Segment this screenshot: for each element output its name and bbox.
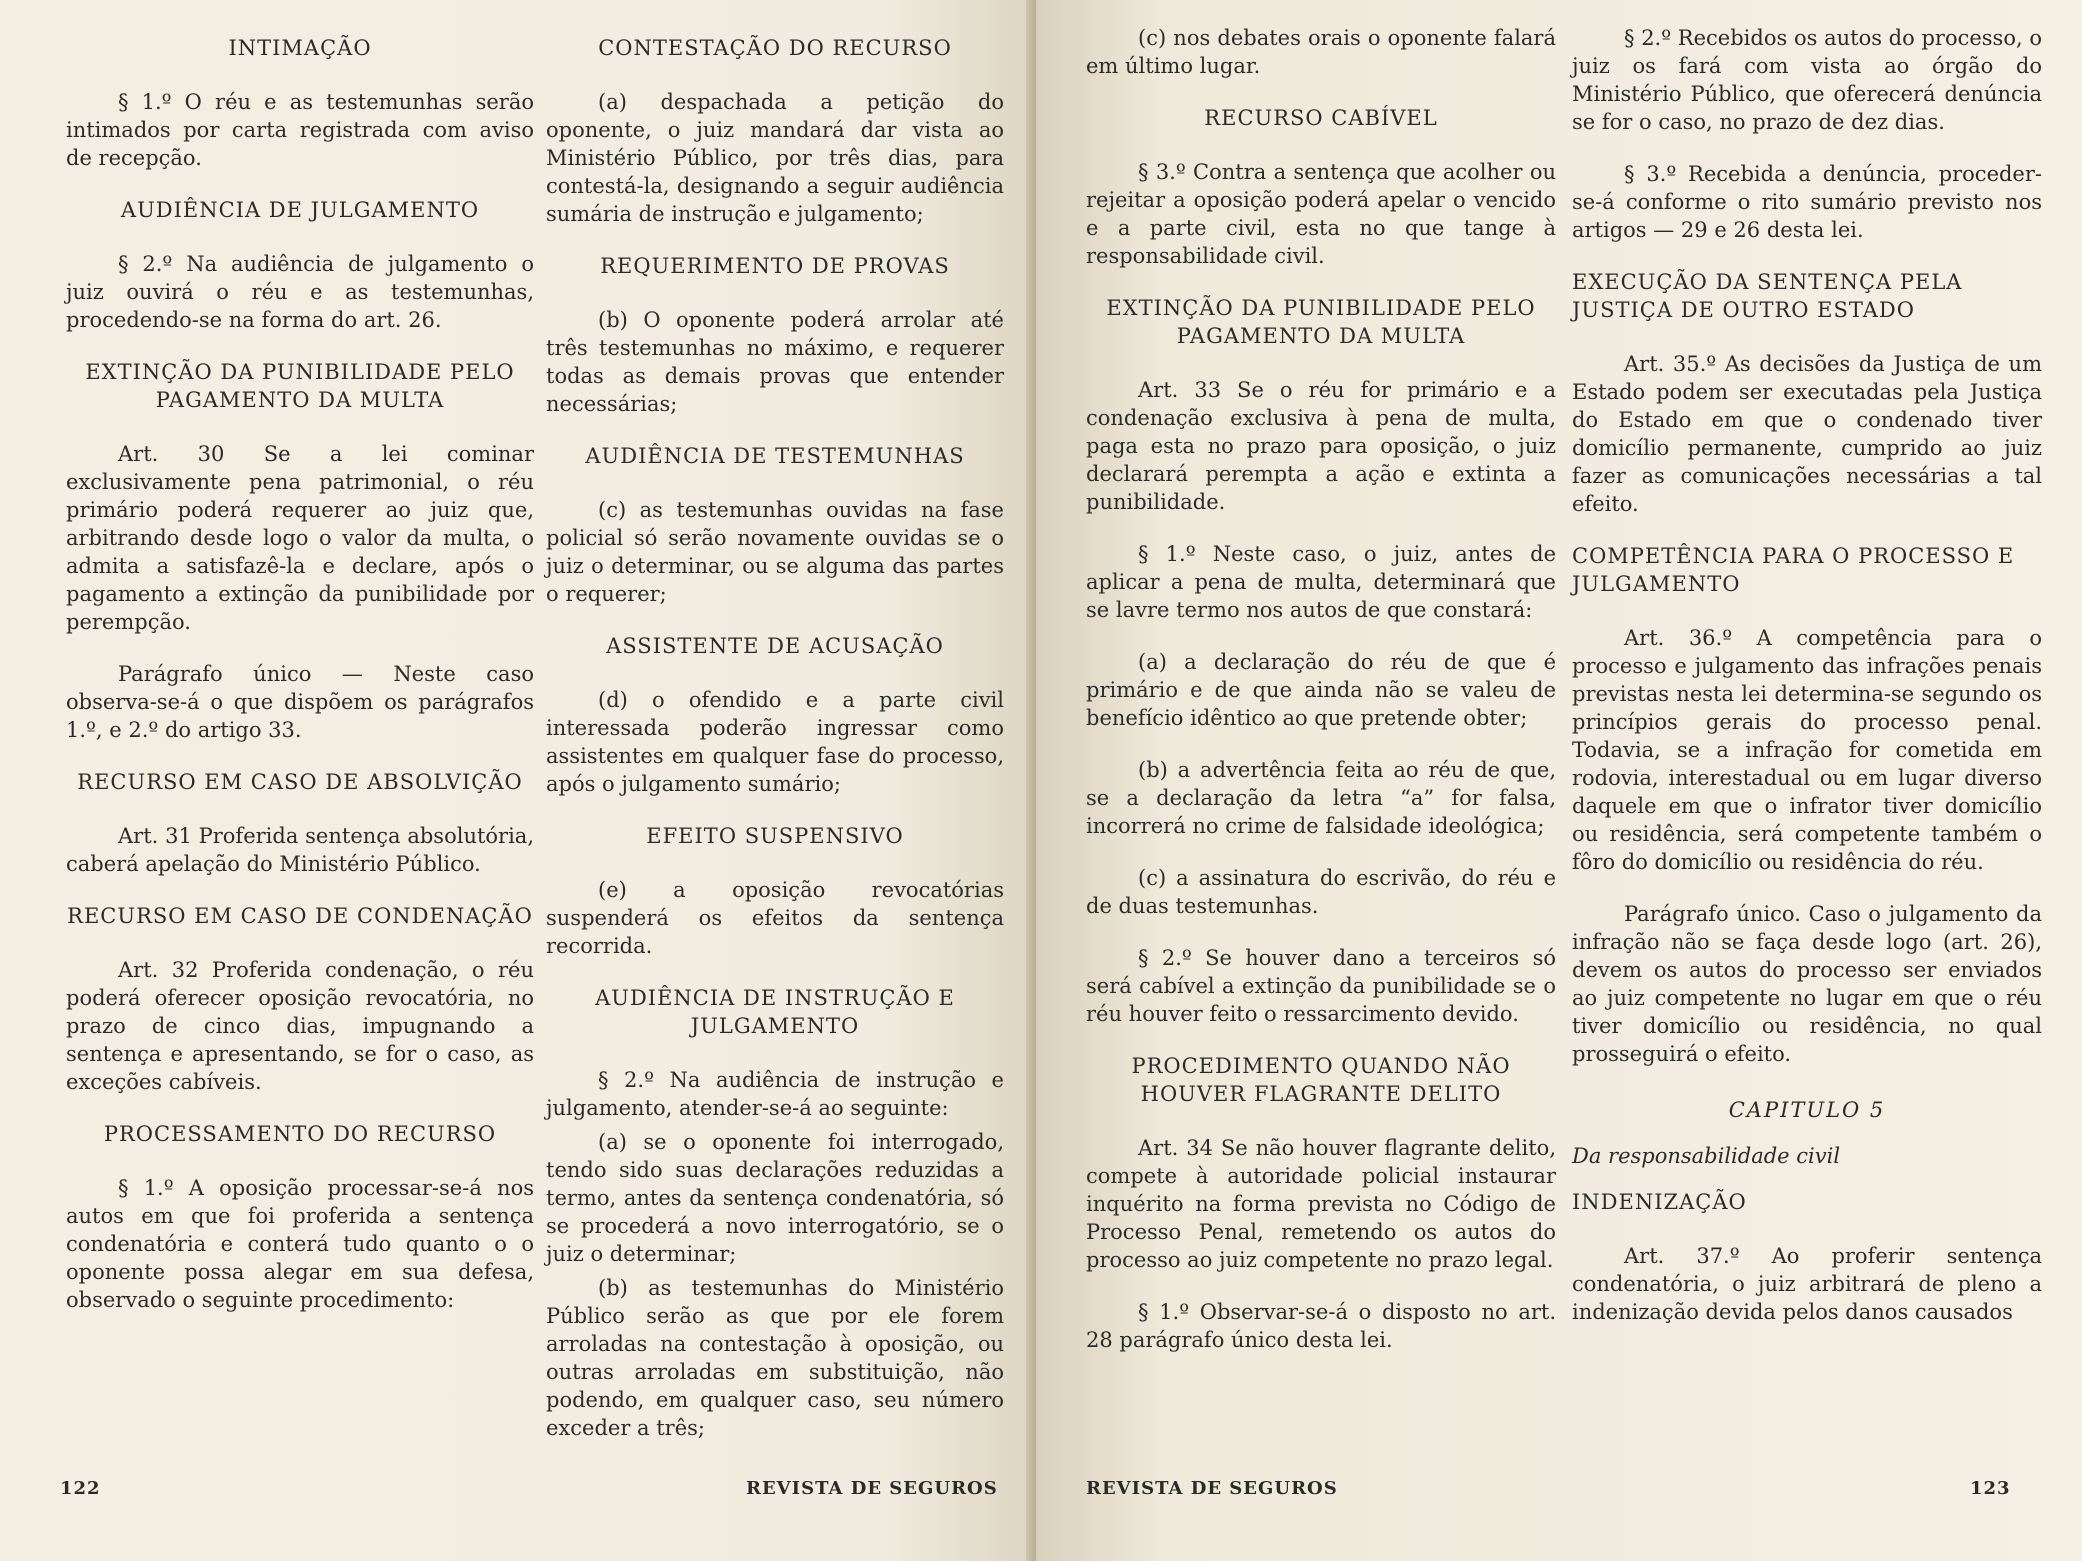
paragraph: Art. 33 Se o réu for primário e a condenação exclusiva à pena de multa, paga esta no prazo para oposição, o juiz declarará perempta a ação e extinta a punibilidade. — [1086, 378, 1556, 514]
paragraph: (e) a oposição revocatórias suspenderá os efeitos da sentença recorrida. — [546, 878, 1004, 958]
paragraph: (c) as testemunhas ouvidas na fase policial só serão novamente ouvidas se o juiz o determinar, ou se alguma das partes o requerer; — [546, 498, 1004, 606]
paragraph: (a) despachada a petição do oponente, o juiz mandará dar vista ao Ministério Público, por três dias, para contestá-la, designando a seguir audiência sumária de instrução e julgamento; — [546, 90, 1004, 226]
section-heading: INDENIZAÇÃO — [1572, 1190, 1747, 1214]
paragraph: Art. 37.º Ao proferir sentença condenatória, o juiz arbitrará de pleno a indenização devida pelos danos causados — [1572, 1244, 2042, 1324]
paragraph: Art. 30 Se a lei cominar exclusivamente pena patrimonial, o réu primário poderá requerer ao juiz que, arbitrando desde logo o valor da multa, o admita a satisfazê-la e declare, após o pagamento a extinção da punibilidade por perempção. — [66, 442, 534, 634]
paragraph: Art. 35.º As decisões da Justiça de um Estado podem ser executadas pela Justiça do Estado em que o condenado tiver domicílio permanente, cumprido ao juiz fazer as comunicações necessárias a tal efeito. — [1572, 352, 2042, 516]
paragraph: Parágrafo único — Neste caso observa-se-á o que dispõem os parágrafos 1.º, e 2.º do artigo 33. — [66, 662, 534, 742]
paragraph: (b) a advertência feita ao réu de que, se a declaração da letra “a” for falsa, incorrerá no crime de falsidade ideológica; — [1086, 758, 1556, 838]
paragraph: Art. 31 Proferida sentença absolutória, caberá apelação do Ministério Público. — [66, 824, 534, 876]
paragraph: § 1.º O réu e as testemunhas serão intimados por carta registrada com aviso de recepção. — [66, 90, 534, 170]
right-page — [1036, 0, 2082, 1561]
paragraph: (d) o ofendido e a parte civil interessada poderão ingressar como assistentes em qualquer fase do processo, após o julgamento sumário; — [546, 688, 1004, 796]
paragraph: § 2.º Na audiência de julgamento o juiz ouvirá o réu e as testemunhas, procedendo-se na forma do art. 26. — [66, 252, 534, 332]
chapter-subtitle: Da responsabilidade civil — [1572, 1144, 1841, 1168]
section-heading: PROCESSAMENTO DO RECURSO — [103, 1122, 497, 1146]
section-heading: EXTINÇÃO DA PUNIBILIDADE PELO PAGAMENTO DA MULTA — [1106, 296, 1536, 348]
chapter-heading: CAPITULO 5 — [1728, 1098, 1886, 1122]
section-heading: PROCEDIMENTO QUANDO NÃO HOUVER FLAGRANTE DELITO — [1131, 1054, 1511, 1106]
section-heading: EXECUÇÃO DA SENTENÇA PELA JUSTIÇA DE OUTRO ESTADO — [1572, 270, 1963, 322]
right-page-column-2 — [1556, 24, 2042, 1350]
section-heading: RECURSO EM CASO DE ABSOLVIÇÃO — [77, 770, 523, 794]
page-number: 122 — [60, 1478, 101, 1499]
paragraph: § 1.º Neste caso, o juiz, antes de aplicar a pena de multa, determinará que se lavre termo nos autos de que constará: — [1086, 542, 1556, 622]
paragraph: § 1.º Observar-se-á o disposto no art. 28 parágrafo único desta lei. — [1086, 1300, 1556, 1352]
section-heading: RECURSO EM CASO DE CONDENAÇÃO — [67, 904, 533, 928]
section-heading: AUDIÊNCIA DE TESTEMUNHAS — [585, 444, 965, 468]
paragraph: § 3.º Contra a sentença que acolher ou rejeitar a oposição poderá apelar o vencido e a parte civil, esta no que tange à responsabilidade civil. — [1086, 160, 1556, 268]
right-page-column-1 — [1086, 24, 1556, 1378]
running-title: REVISTA DE SEGUROS — [746, 1478, 998, 1499]
left-page — [0, 0, 1036, 1561]
paragraph: Art. 36.º A competência para o processo e julgamento das infrações penais previstas nesta lei determina-se segundo os princípios gerais do processo penal. Todavia, se a infração for cometida em rodovia, interestadual ou em lugar diverso daquele em que o infrator tiver domicílio ou residência, será competente também o fôro do domicílio ou residência do réu. — [1572, 626, 2042, 874]
section-heading: EXTINÇÃO DA PUNIBILIDADE PELO PAGAMENTO DA MULTA — [85, 360, 515, 412]
left-page-column-1 — [66, 24, 534, 1338]
paragraph: (b) as testemunhas do Ministério Público serão as que por ele forem arroladas na contestação à oposição, ou outras arroladas em substituição, não podendo, em qualquer caso, seu número exceder a três; — [546, 1276, 1004, 1440]
paragraph: (c) a assinatura do escrivão, do réu e de duas testemunhas. — [1086, 866, 1556, 918]
section-heading: INTIMAÇÃO — [228, 36, 372, 60]
paragraph: Parágrafo único. Caso o julgamento da infração não se faça desde logo (art. 26), devem os autos do processo ser enviados ao juiz competente no lugar em que o réu tiver domicílio ou residência, no qual prosseguirá o efeito. — [1572, 902, 2042, 1066]
page-number: 123 — [1970, 1478, 2011, 1499]
section-heading: CONTESTAÇÃO DO RECURSO — [598, 36, 952, 60]
paragraph: Art. 34 Se não houver flagrante delito, compete à autoridade policial instaurar inquérito na forma prevista no Código de Processo Penal, remetendo os autos do processo ao juiz competente no prazo legal. — [1086, 1136, 1556, 1272]
paragraph: § 2.º Recebidos os autos do processo, o juiz os fará com vista ao órgão do Ministério Público, que oferecerá denúncia se for o caso, no prazo de dez dias. — [1572, 26, 2042, 134]
paragraph: § 2.º Na audiência de instrução e julgamento, atender-se-á ao seguinte: — [546, 1068, 1004, 1120]
paragraph: (a) se o oponente foi interrogado, tendo sido suas declarações reduzidas a termo, antes da sentença condenatória, só se procederá a novo interrogatório, se o juiz o determinar; — [546, 1130, 1004, 1266]
left-page-column-2 — [546, 24, 1004, 1448]
section-heading: RECURSO CABÍVEL — [1204, 106, 1438, 130]
paragraph: (c) nos debates orais o oponente falará em último lugar. — [1086, 26, 1556, 78]
paragraph: § 1.º A oposição processar-se-á nos autos em que foi proferida a sentença condenatória e conterá tudo quanto o o oponente possa alegar em sua defesa, observado o seguinte procedimento: — [66, 1176, 534, 1312]
paragraph: § 3.º Recebida a denúncia, proceder-se-á conforme o rito sumário previsto nos artigos — 29 e 26 desta lei. — [1572, 162, 2042, 242]
paragraph: § 2.º Se houver dano a terceiros só será cabível a extinção da punibilidade se o réu houver feito o ressarcimento devido. — [1086, 946, 1556, 1026]
paragraph: (a) a declaração do réu de que é primário e de que ainda não se valeu de benefício idêntico ao que pretende obter; — [1086, 650, 1556, 730]
section-heading: AUDIÊNCIA DE JULGAMENTO — [120, 198, 480, 222]
paragraph: Art. 32 Proferida condenação, o réu poderá oferecer oposição revocatória, no prazo de cinco dias, impugnando a sentença e apresentando, se for o caso, as exceções cabíveis. — [66, 958, 534, 1094]
section-heading: COMPETÊNCIA PARA O PROCESSO E JULGAMENTO — [1572, 544, 2015, 596]
running-title: REVISTA DE SEGUROS — [1086, 1478, 1338, 1499]
section-heading: EFEITO SUSPENSIVO — [646, 824, 904, 848]
section-heading: AUDIÊNCIA DE INSTRUÇÃO E JULGAMENTO — [595, 986, 955, 1038]
section-heading: REQUERIMENTO DE PROVAS — [600, 254, 950, 278]
paragraph: (b) O oponente poderá arrolar até três testemunhas no máximo, e requerer todas as demais provas que entender necessárias; — [546, 308, 1004, 416]
section-heading: ASSISTENTE DE ACUSAÇÃO — [606, 634, 944, 658]
